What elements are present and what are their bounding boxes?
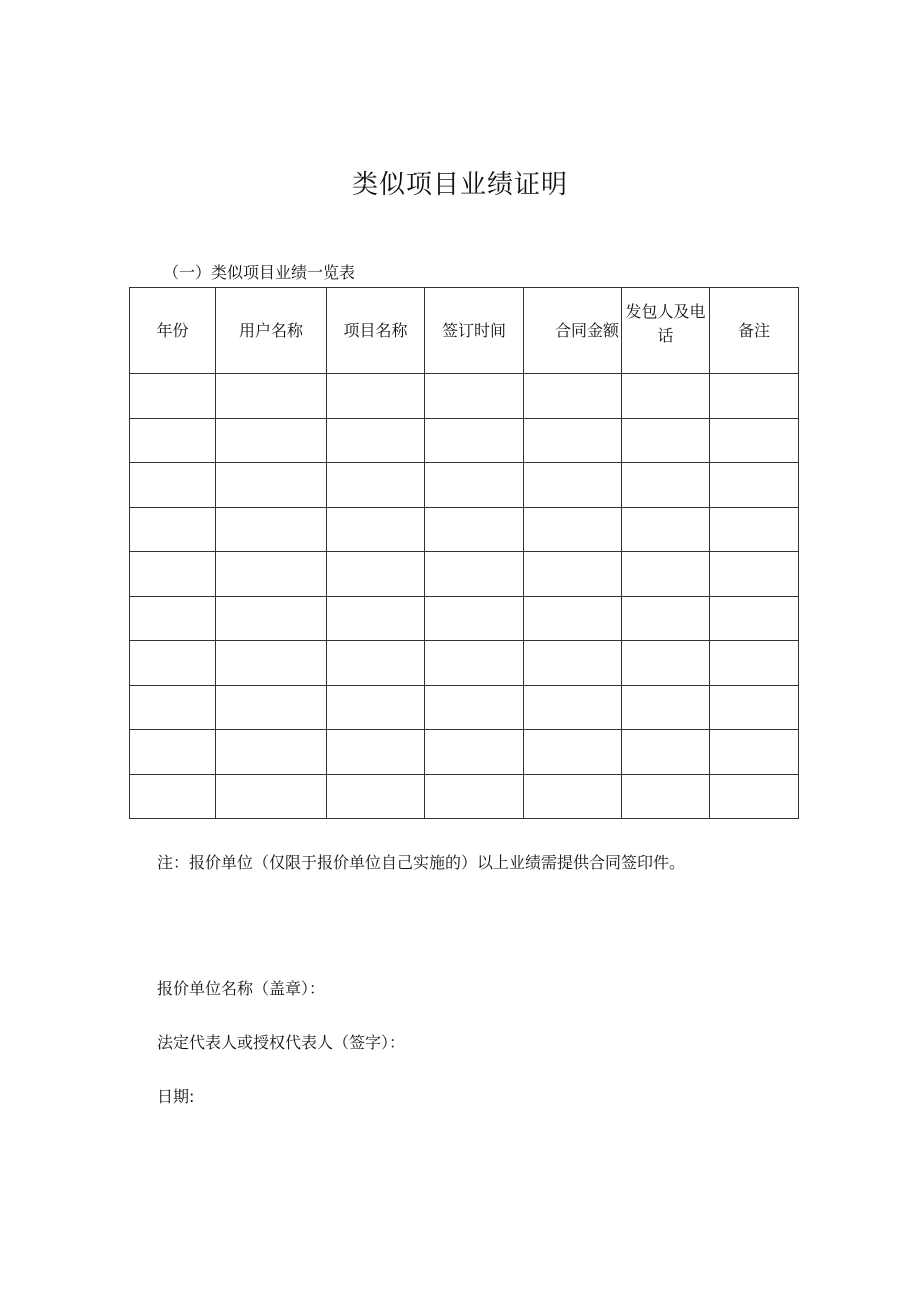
- table-cell[interactable]: [710, 685, 799, 730]
- table-cell[interactable]: [425, 418, 524, 463]
- date-field-label: 日期:: [157, 1087, 195, 1106]
- table-cell[interactable]: [216, 685, 327, 730]
- table-cell[interactable]: [710, 374, 799, 419]
- table-cell[interactable]: [425, 552, 524, 597]
- table-cell[interactable]: [327, 507, 425, 552]
- table-cell[interactable]: [524, 463, 622, 508]
- table-cell[interactable]: [327, 685, 425, 730]
- table-cell[interactable]: [327, 552, 425, 597]
- table-cell[interactable]: [425, 730, 524, 775]
- table-cell[interactable]: [524, 685, 622, 730]
- table-cell[interactable]: [130, 463, 216, 508]
- table-cell[interactable]: [524, 596, 622, 641]
- table-cell[interactable]: [327, 641, 425, 686]
- table-cell[interactable]: [622, 463, 710, 508]
- table-cell[interactable]: [327, 418, 425, 463]
- table-cell[interactable]: [327, 730, 425, 775]
- table-cell[interactable]: [524, 774, 622, 819]
- header-project-name: 项目名称: [327, 288, 425, 374]
- table-cell[interactable]: [710, 463, 799, 508]
- table-cell[interactable]: [524, 507, 622, 552]
- note-text: 注：报价单位（仅限于报价单位自己实施的）以上业绩需提供合同签印件。: [157, 853, 686, 872]
- table-cell[interactable]: [327, 774, 425, 819]
- header-sign-time: 签订时间: [425, 288, 524, 374]
- table-row: [130, 685, 799, 730]
- table-cell[interactable]: [622, 641, 710, 686]
- table-row: [130, 641, 799, 686]
- table-cell[interactable]: [216, 552, 327, 597]
- table-cell[interactable]: [130, 774, 216, 819]
- table-cell[interactable]: [524, 374, 622, 419]
- performance-table: [129, 287, 799, 819]
- table-cell[interactable]: [130, 641, 216, 686]
- table-cell[interactable]: [425, 507, 524, 552]
- table-row: [130, 507, 799, 552]
- table-cell[interactable]: [622, 730, 710, 775]
- table-cell[interactable]: [710, 730, 799, 775]
- table-cell[interactable]: [216, 641, 327, 686]
- document-title: 类似项目业绩证明: [351, 170, 568, 200]
- table-row: [130, 774, 799, 819]
- header-contract-amount: 合同金额: [524, 288, 622, 374]
- header-user-name: 用户名称: [216, 288, 327, 374]
- table-cell[interactable]: [622, 374, 710, 419]
- table-cell[interactable]: [710, 507, 799, 552]
- table-header-row: [130, 288, 799, 374]
- table-cell[interactable]: [130, 730, 216, 775]
- table-cell[interactable]: [622, 552, 710, 597]
- table-cell[interactable]: [425, 774, 524, 819]
- header-contractor-phone: [622, 288, 710, 374]
- table-cell[interactable]: [216, 730, 327, 775]
- quote-unit-field-label: 报价单位名称（盖章）：: [157, 979, 326, 998]
- table-cell[interactable]: [216, 463, 327, 508]
- table-cell[interactable]: [622, 418, 710, 463]
- table-cell[interactable]: [130, 685, 216, 730]
- table-cell[interactable]: [710, 596, 799, 641]
- table-cell[interactable]: [130, 418, 216, 463]
- table-cell[interactable]: [524, 552, 622, 597]
- table-cell[interactable]: [327, 374, 425, 419]
- table-cell[interactable]: [622, 507, 710, 552]
- table-cell[interactable]: [710, 774, 799, 819]
- table-cell[interactable]: [130, 507, 216, 552]
- table-row: [130, 374, 799, 419]
- table-cell[interactable]: [622, 685, 710, 730]
- table-cell[interactable]: [216, 507, 327, 552]
- table-cell[interactable]: [710, 418, 799, 463]
- header-contractor-phone-line1: 发包人及电: [625, 302, 706, 321]
- table-row: [130, 552, 799, 597]
- table-cell[interactable]: [524, 641, 622, 686]
- table-cell[interactable]: [216, 596, 327, 641]
- table-body: [130, 374, 799, 819]
- table-cell[interactable]: [524, 730, 622, 775]
- header-contractor-phone-line2: 话: [657, 326, 674, 345]
- table-cell[interactable]: [425, 374, 524, 419]
- legal-representative-field-label: 法定代表人或授权代表人（签字）：: [157, 1033, 406, 1052]
- table-cell[interactable]: [327, 463, 425, 508]
- table-cell[interactable]: [710, 641, 799, 686]
- table-cell[interactable]: [216, 418, 327, 463]
- table-cell[interactable]: [524, 418, 622, 463]
- table-cell[interactable]: [622, 774, 710, 819]
- table-cell[interactable]: [130, 596, 216, 641]
- table-cell[interactable]: [425, 463, 524, 508]
- table-cell[interactable]: [216, 774, 327, 819]
- table-cell[interactable]: [425, 641, 524, 686]
- header-remarks: 备注: [710, 288, 799, 374]
- table-cell[interactable]: [327, 596, 425, 641]
- table-row: [130, 596, 799, 641]
- table-cell[interactable]: [622, 596, 710, 641]
- table-cell[interactable]: [425, 596, 524, 641]
- table-row: [130, 418, 799, 463]
- header-year: 年份: [130, 288, 216, 374]
- table-cell[interactable]: [216, 374, 327, 419]
- table-cell[interactable]: [130, 374, 216, 419]
- table-row: [130, 730, 799, 775]
- table-row: [130, 463, 799, 508]
- table-cell[interactable]: [710, 552, 799, 597]
- table-cell[interactable]: [425, 685, 524, 730]
- table-subtitle: （一）类似项目业绩一览表: [163, 263, 356, 282]
- table-cell[interactable]: [130, 552, 216, 597]
